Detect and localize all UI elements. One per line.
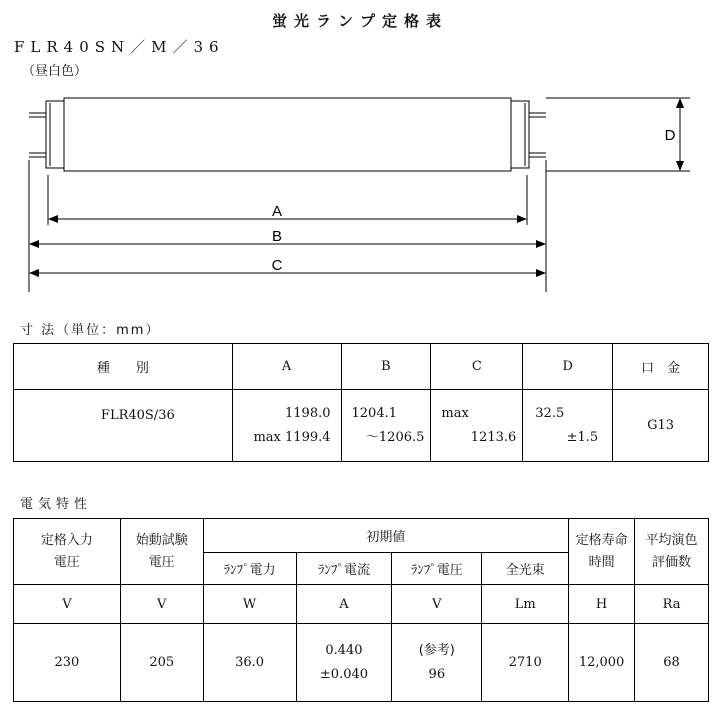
header-c: C (431, 344, 523, 390)
a-value: 1198.0 (285, 405, 331, 421)
value-current (296, 624, 392, 702)
header-type: 種 別 (14, 344, 233, 390)
header-a: A (232, 344, 341, 390)
unit-start: V (120, 585, 203, 624)
value-voltage (392, 624, 482, 702)
electrical-table (13, 518, 709, 702)
rated-input-line2: 電圧 (53, 554, 80, 570)
header-start-test (120, 519, 203, 585)
value-cri: 68 (635, 624, 709, 702)
electrical-section-title: 電気特性 (20, 497, 93, 512)
start-test-line2: 電圧 (148, 554, 175, 570)
unit-power: W (203, 585, 296, 624)
electrical-units-row (14, 585, 709, 624)
electrical-values-row (14, 624, 709, 702)
electrical-header-row-1 (14, 519, 709, 553)
page-title: 蛍光ランプ定格表 (271, 12, 448, 30)
c-value: 1213.6 (470, 429, 517, 445)
value-start: 205 (120, 624, 203, 702)
header-lamp-voltage: ﾗﾝﾌﾟ電圧 (392, 553, 482, 585)
life-line2: 時間 (588, 554, 615, 570)
value-life: 12,000 (569, 624, 635, 702)
d-value: 32.5 (535, 405, 565, 421)
label-b: B (271, 228, 283, 245)
color-note: （昼白色） (22, 64, 88, 79)
cell-b (341, 390, 431, 462)
dimensions-header-row (14, 344, 709, 390)
value-power: 36.0 (203, 624, 296, 702)
header-lamp-power: ﾗﾝﾌﾟ電力 (203, 553, 296, 585)
value-input: 230 (14, 624, 121, 702)
cell-d (523, 390, 613, 462)
unit-cri: Ra (635, 585, 709, 624)
b-value: 1204.1 (351, 405, 398, 421)
voltage-value: 96 (428, 666, 446, 682)
header-lamp-current: ﾗﾝﾌﾟ電流 (296, 553, 392, 585)
header-b: B (341, 344, 431, 390)
cell-type (14, 390, 233, 462)
rated-input-line1: 定格入力 (40, 532, 93, 548)
cell-c (431, 390, 523, 462)
cri-line1: 平均演色 (645, 532, 698, 548)
label-c: C (271, 257, 283, 274)
a-max: max 1199.4 (253, 429, 331, 445)
header-d: D (523, 344, 613, 390)
cri-line2: 評価数 (652, 554, 692, 570)
label-a: A (271, 203, 283, 220)
unit-life: H (569, 585, 635, 624)
base-value: G13 (647, 418, 675, 433)
header-initial: 初期値 (203, 519, 568, 553)
unit-input: V (14, 585, 121, 624)
lamp-tube (64, 98, 511, 171)
header-rated-input (14, 519, 121, 585)
c-max-label: max (441, 405, 469, 421)
cell-base (613, 390, 709, 462)
unit-flux: Lm (482, 585, 569, 624)
current-value: 0.440 (325, 642, 363, 658)
voltage-reference-note: (参考) (418, 642, 455, 658)
b-range: ～1206.5 (365, 429, 425, 445)
d-tolerance: ±1.5 (566, 429, 599, 445)
lamp-pins (29, 113, 546, 157)
current-tolerance: ±0.040 (319, 666, 369, 682)
lamp-end-caps (46, 101, 529, 168)
lamp-dimension-drawing (0, 80, 720, 305)
start-test-line1: 始動試験 (135, 532, 188, 548)
dimensions-section-title: 寸 法（単位：mm） (20, 323, 161, 338)
header-life (569, 519, 635, 585)
dimensions-data-row (14, 390, 709, 462)
unit-current: A (296, 585, 392, 624)
unit-voltage: V (392, 585, 482, 624)
header-base: 口 金 (613, 344, 709, 390)
type-value: FLR40S/36 (100, 408, 175, 423)
model-number: FLR40SN／M／36 (14, 38, 225, 56)
dimensions-table (13, 343, 709, 462)
header-cri (635, 519, 709, 585)
cell-a (232, 390, 341, 462)
life-line1: 定格寿命 (575, 532, 628, 548)
label-d: D (664, 127, 676, 144)
value-flux: 2710 (482, 624, 569, 702)
header-luminous-flux: 全光束 (482, 553, 569, 585)
